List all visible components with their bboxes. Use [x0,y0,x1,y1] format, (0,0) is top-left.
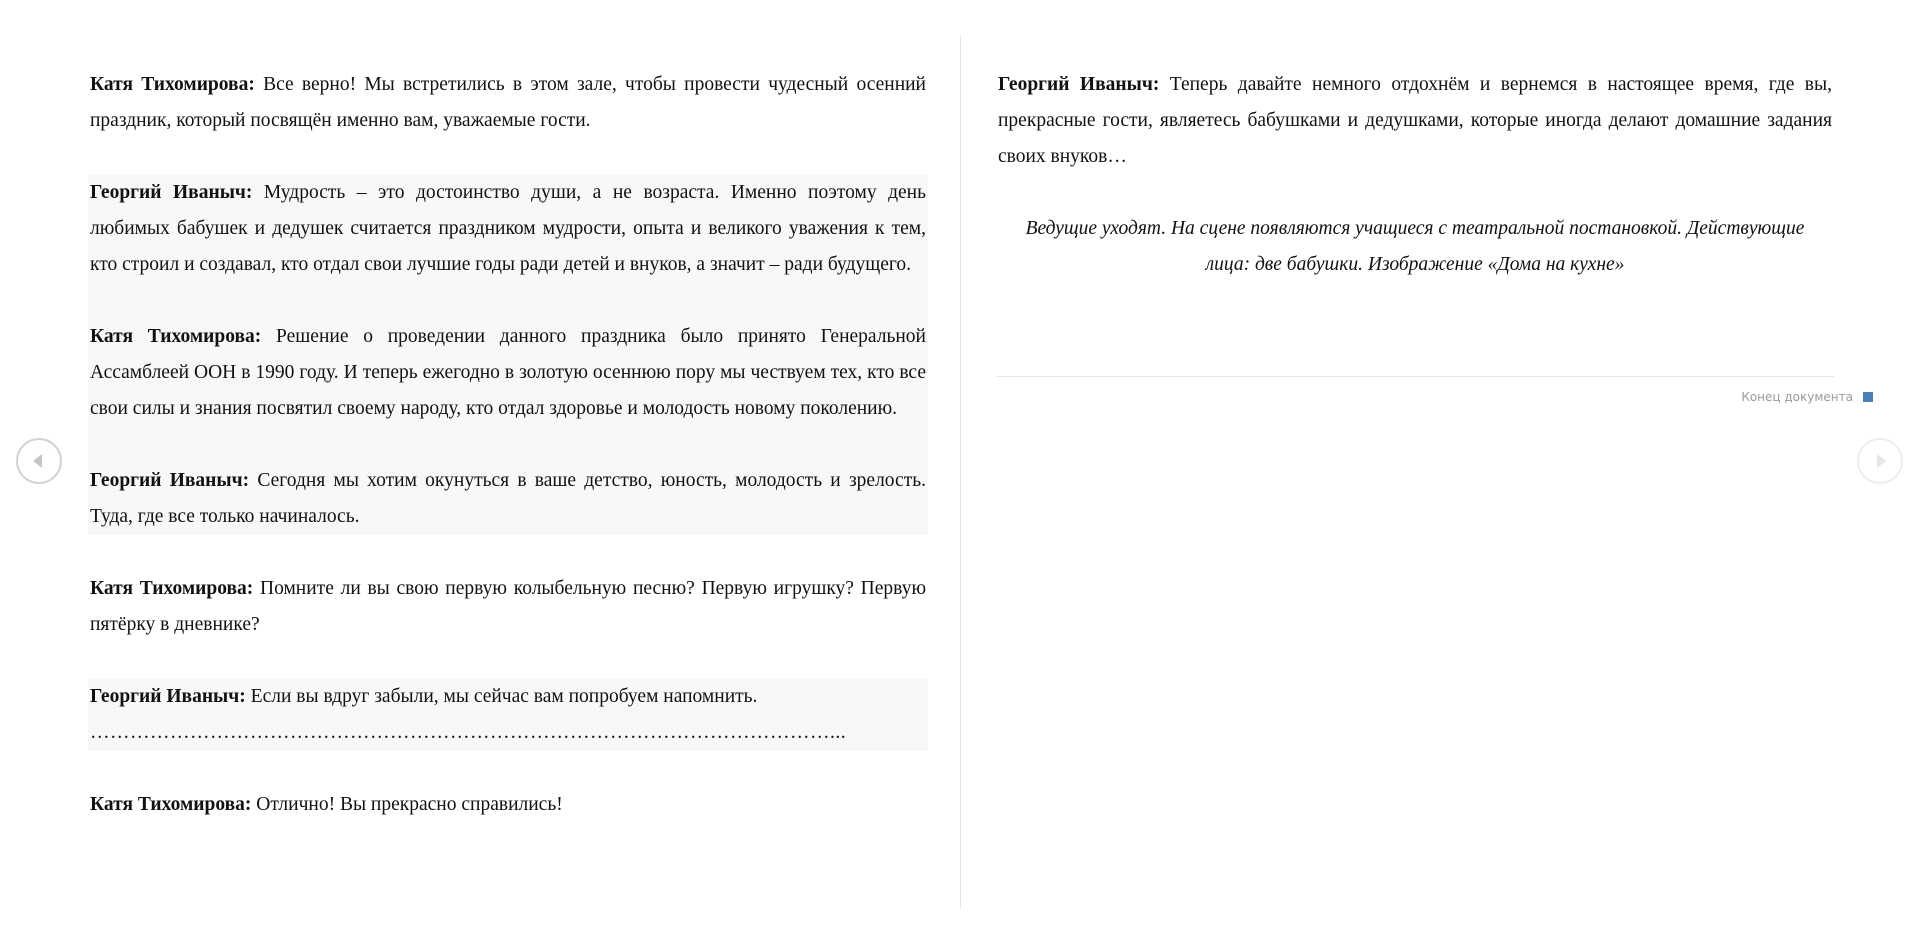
end-of-document-label: Конец документа [1741,390,1853,404]
speaker-name: Георгий Иваныч: [90,182,253,203]
chevron-left-icon [29,451,49,471]
paragraph-text: Помните ли вы свою первую колыбельную песню? Первую игрушку? Первую пятёрку в дневнике? [90,578,927,635]
paragraph-2 [88,175,928,319]
left-page-content [88,67,928,859]
end-of-document-marker [1741,390,1873,404]
paragraph-text: Если вы вдруг забыли, мы сейчас вам попробуем напомнить. [245,686,758,707]
speaker-name: Катя Тихомирова: [90,578,254,599]
speaker-name: Катя Тихомирова: [90,326,262,347]
paragraph-8 [996,67,1834,175]
end-of-document-rule [996,376,1834,377]
speaker-name: Георгий Иваныч: [90,686,246,707]
paragraph-4 [88,463,928,535]
paragraph-text: Теперь давайте немного отдохнём и вернемся в настоящее время, где вы, прекрасные гости, являетесь бабушками и дедушками, которые иногда делают домашние задания своих внуков… [998,74,1832,167]
paragraph-text: Сегодня мы хотим окунуться в ваше детство, юность, молодость и зрелость. Туда, где все только начиналось. [90,470,926,527]
chevron-right-icon [1870,451,1890,471]
paragraph-text: Решение о проведении данного праздника было принято Генеральной Ассамблеей ООН в 1990 году. И теперь ежегодно в золотую осеннюю пору мы чествуем тех, кто все свои силы и знания посвятил своему народу, кто отдал здоровье и молодость новому поколению. [90,326,926,419]
previous-page-button[interactable] [16,438,62,484]
right-page [961,0,1907,940]
paragraph-7 [88,787,928,823]
speaker-name: Георгий Иваныч: [90,470,250,491]
paragraph-1 [88,67,928,139]
paragraph-text: Мудрость – это достоинство души, а не возраста. Именно поэтому день любимых бабушек и дедушек считается праздником мудрости, опыта и великого уважения к тем, кто строил и создавал, кто отдал свои лучшие годы ради детей и внуков, а значит – ради будущего. [90,182,926,275]
dotted-line: …………………………………………………………………………………………………... [90,722,847,743]
speaker-name: Катя Тихомирова: [90,74,255,95]
end-square-icon [1863,392,1873,402]
paragraph-6 [88,679,928,751]
right-page-content [996,67,1834,283]
speaker-name: Катя Тихомирова: [90,794,252,815]
paragraph-3 [88,319,928,463]
speaker-name: Георгий Иваныч: [998,74,1160,95]
paragraph-text: Отлично! Вы прекрасно справились! [251,794,563,815]
paragraph-5 [88,571,928,643]
shaded-block [88,175,928,535]
paragraph-text: Все верно! Мы встретились в этом зале, чтобы провести чудесный осенний праздник, который посвящён именно вам, уважаемые гости. [90,74,926,131]
stage-direction: Ведущие уходят. На сцене появляются учащиеся с театральной постановкой. Действующие лица: две бабушки. Изображение «Дома на кухне» [1025,218,1805,275]
next-page-button[interactable] [1857,438,1903,484]
